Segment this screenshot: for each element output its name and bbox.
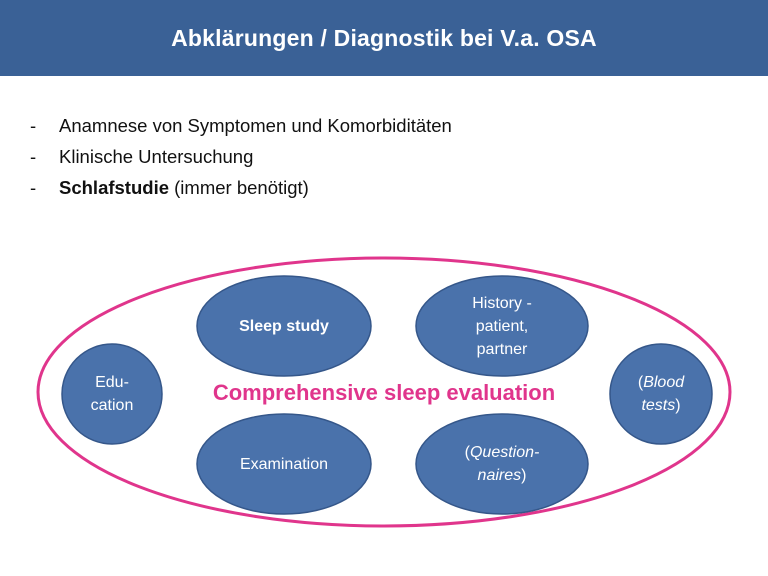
bullet-text-bold: Schlafstudie [59,177,169,198]
bullet-dash: - [30,146,37,167]
bubble-questionnaires-text [416,414,588,514]
bullet-dash: - [30,115,37,136]
bubble-line: partner [476,340,528,358]
bubble-line-italic: Blood [643,374,685,391]
bubble-history-text [416,276,588,376]
bubble-line: Sleep study [239,317,329,335]
paren-close: ) [675,397,681,414]
bubble-line: cation [90,397,134,414]
bullet-text: Klinische Untersuchung [59,146,254,167]
bubble-line: Edu- [95,374,129,391]
bubble-line-italic: Question- [469,444,540,461]
bubble-sleep-study-text [197,276,371,376]
bubble-line: History - [472,294,532,312]
bullet-suffix: (immer benötigt) [169,177,309,198]
bubble-examination-text [197,414,371,514]
bubble-blood-tests-text [610,344,712,444]
bubble-line: patient, [475,317,529,335]
bubble-education-text [62,344,162,444]
bubble-line: Examination [239,455,329,473]
bullet-text: Anamnese von Symptomen und Komorbiditäten [59,115,452,136]
bullet-dash: - [30,177,37,198]
paren-close: ) [521,467,527,484]
paren-open: ( [637,374,644,391]
paren-open: ( [464,444,470,461]
bubble-line-italic: tests [641,397,676,414]
slide-title: Abklärungen / Diagnostik bei V.a. OSA [171,24,597,51]
center-label: Comprehensive sleep evaluation [212,380,556,405]
bubble-line-italic: naires [477,467,522,484]
